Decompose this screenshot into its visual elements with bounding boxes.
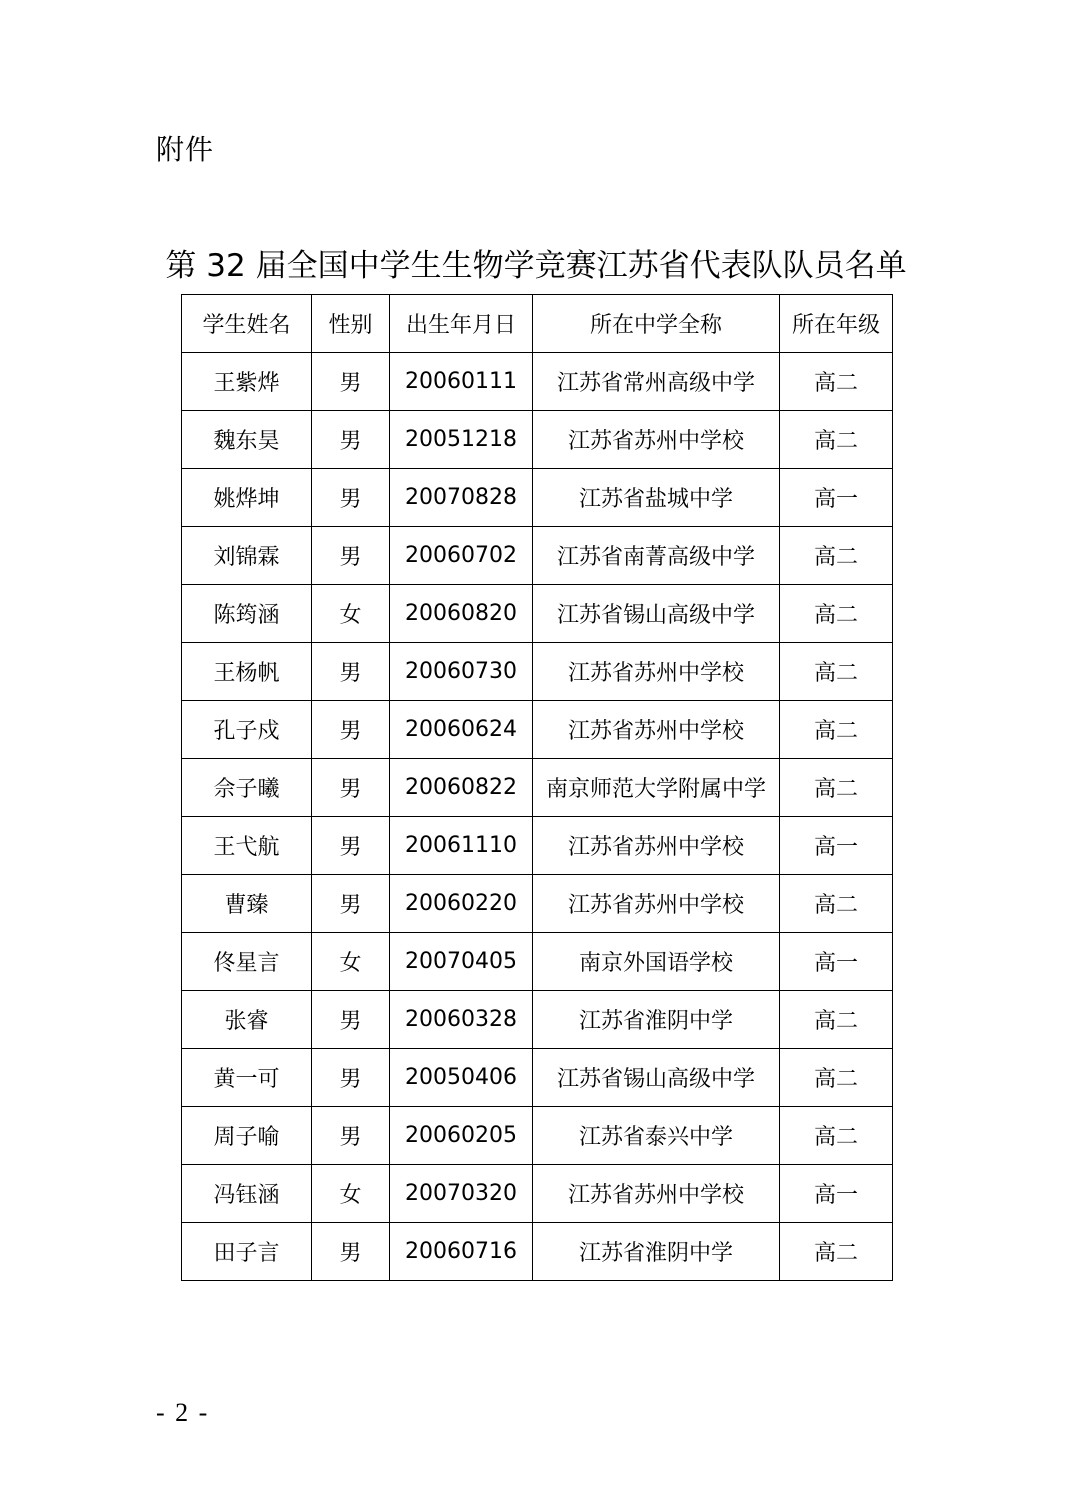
table-row: [182, 991, 893, 1049]
table-row: [182, 759, 893, 817]
cell-gender: 女: [312, 1165, 390, 1223]
cell-grade: 高一: [780, 817, 893, 875]
cell-gender: 男: [312, 991, 390, 1049]
table-row: [182, 643, 893, 701]
cell-student-name: 曹臻: [182, 875, 312, 933]
table-row: [182, 701, 893, 759]
table-row: [182, 1107, 893, 1165]
cell-school: 江苏省苏州中学校: [533, 1165, 780, 1223]
cell-birth-date: 20060716: [390, 1223, 533, 1281]
cell-birth-date: 20060328: [390, 991, 533, 1049]
cell-grade: 高二: [780, 759, 893, 817]
cell-school: 江苏省淮阴中学: [533, 1223, 780, 1281]
cell-birth-date: 20070320: [390, 1165, 533, 1223]
cell-grade: 高一: [780, 469, 893, 527]
table-row: [182, 353, 893, 411]
cell-gender: 女: [312, 933, 390, 991]
cell-student-name: 张睿: [182, 991, 312, 1049]
table-row: [182, 469, 893, 527]
team-roster-table: [181, 294, 893, 1281]
cell-grade: 高二: [780, 527, 893, 585]
cell-gender: 男: [312, 353, 390, 411]
cell-birth-date: 20060111: [390, 353, 533, 411]
cell-birth-date: 20060220: [390, 875, 533, 933]
cell-grade: 高二: [780, 585, 893, 643]
cell-gender: 男: [312, 1223, 390, 1281]
cell-birth-date: 20061110: [390, 817, 533, 875]
table-row: [182, 585, 893, 643]
header-gender: 性别: [312, 295, 390, 353]
header-birth-date: 出生年月日: [390, 295, 533, 353]
cell-school: 南京师范大学附属中学: [533, 759, 780, 817]
table-row: [182, 933, 893, 991]
cell-school: 江苏省锡山高级中学: [533, 585, 780, 643]
table-header-row: [182, 295, 893, 353]
table-row: [182, 817, 893, 875]
cell-student-name: 王杨帆: [182, 643, 312, 701]
cell-grade: 高二: [780, 1049, 893, 1107]
header-school: 所在中学全称: [533, 295, 780, 353]
cell-grade: 高二: [780, 991, 893, 1049]
table-row: [182, 1165, 893, 1223]
cell-grade: 高二: [780, 875, 893, 933]
cell-gender: 男: [312, 1107, 390, 1165]
cell-gender: 女: [312, 585, 390, 643]
cell-birth-date: 20060624: [390, 701, 533, 759]
cell-school: 江苏省淮阴中学: [533, 991, 780, 1049]
cell-student-name: 孔子戍: [182, 701, 312, 759]
cell-birth-date: 20060730: [390, 643, 533, 701]
table-row: [182, 527, 893, 585]
cell-student-name: 刘锦霖: [182, 527, 312, 585]
attachment-label: 附件: [156, 133, 215, 166]
table-row: [182, 875, 893, 933]
cell-school: 江苏省泰兴中学: [533, 1107, 780, 1165]
table-row: [182, 1049, 893, 1107]
cell-school: 江苏省锡山高级中学: [533, 1049, 780, 1107]
cell-gender: 男: [312, 701, 390, 759]
cell-student-name: 王紫烨: [182, 353, 312, 411]
cell-student-name: 魏东昊: [182, 411, 312, 469]
cell-gender: 男: [312, 469, 390, 527]
cell-school: 江苏省南菁高级中学: [533, 527, 780, 585]
cell-gender: 男: [312, 875, 390, 933]
cell-birth-date: 20070405: [390, 933, 533, 991]
cell-student-name: 佘子曦: [182, 759, 312, 817]
cell-gender: 男: [312, 527, 390, 585]
cell-birth-date: 20060820: [390, 585, 533, 643]
cell-grade: 高一: [780, 933, 893, 991]
cell-birth-date: 20060822: [390, 759, 533, 817]
cell-grade: 高二: [780, 1223, 893, 1281]
cell-school: 南京外国语学校: [533, 933, 780, 991]
cell-school: 江苏省盐城中学: [533, 469, 780, 527]
header-student-name: 学生姓名: [182, 295, 312, 353]
cell-school: 江苏省苏州中学校: [533, 817, 780, 875]
header-grade: 所在年级: [780, 295, 893, 353]
cell-birth-date: 20051218: [390, 411, 533, 469]
cell-gender: 男: [312, 643, 390, 701]
cell-student-name: 佟星言: [182, 933, 312, 991]
cell-birth-date: 20060205: [390, 1107, 533, 1165]
cell-school: 江苏省苏州中学校: [533, 411, 780, 469]
table-row: [182, 1223, 893, 1281]
cell-school: 江苏省苏州中学校: [533, 875, 780, 933]
cell-student-name: 周子喻: [182, 1107, 312, 1165]
cell-school: 江苏省苏州中学校: [533, 643, 780, 701]
cell-grade: 高一: [780, 1165, 893, 1223]
cell-school: 江苏省常州高级中学: [533, 353, 780, 411]
cell-grade: 高二: [780, 353, 893, 411]
cell-student-name: 陈筠涵: [182, 585, 312, 643]
cell-birth-date: 20070828: [390, 469, 533, 527]
table-body: [182, 353, 893, 1281]
cell-student-name: 王弋航: [182, 817, 312, 875]
cell-gender: 男: [312, 817, 390, 875]
cell-student-name: 黄一可: [182, 1049, 312, 1107]
cell-student-name: 姚烨坤: [182, 469, 312, 527]
cell-gender: 男: [312, 411, 390, 469]
cell-birth-date: 20050406: [390, 1049, 533, 1107]
cell-student-name: 冯钰涵: [182, 1165, 312, 1223]
cell-grade: 高二: [780, 1107, 893, 1165]
table-row: [182, 411, 893, 469]
cell-grade: 高二: [780, 643, 893, 701]
cell-school: 江苏省苏州中学校: [533, 701, 780, 759]
document-title: 第 32 届全国中学生生物学竞赛江苏省代表队队员名单: [165, 248, 907, 284]
cell-gender: 男: [312, 1049, 390, 1107]
cell-gender: 男: [312, 759, 390, 817]
cell-grade: 高二: [780, 701, 893, 759]
cell-birth-date: 20060702: [390, 527, 533, 585]
page-number: - 2 -: [156, 1398, 210, 1427]
cell-student-name: 田子言: [182, 1223, 312, 1281]
cell-grade: 高二: [780, 411, 893, 469]
